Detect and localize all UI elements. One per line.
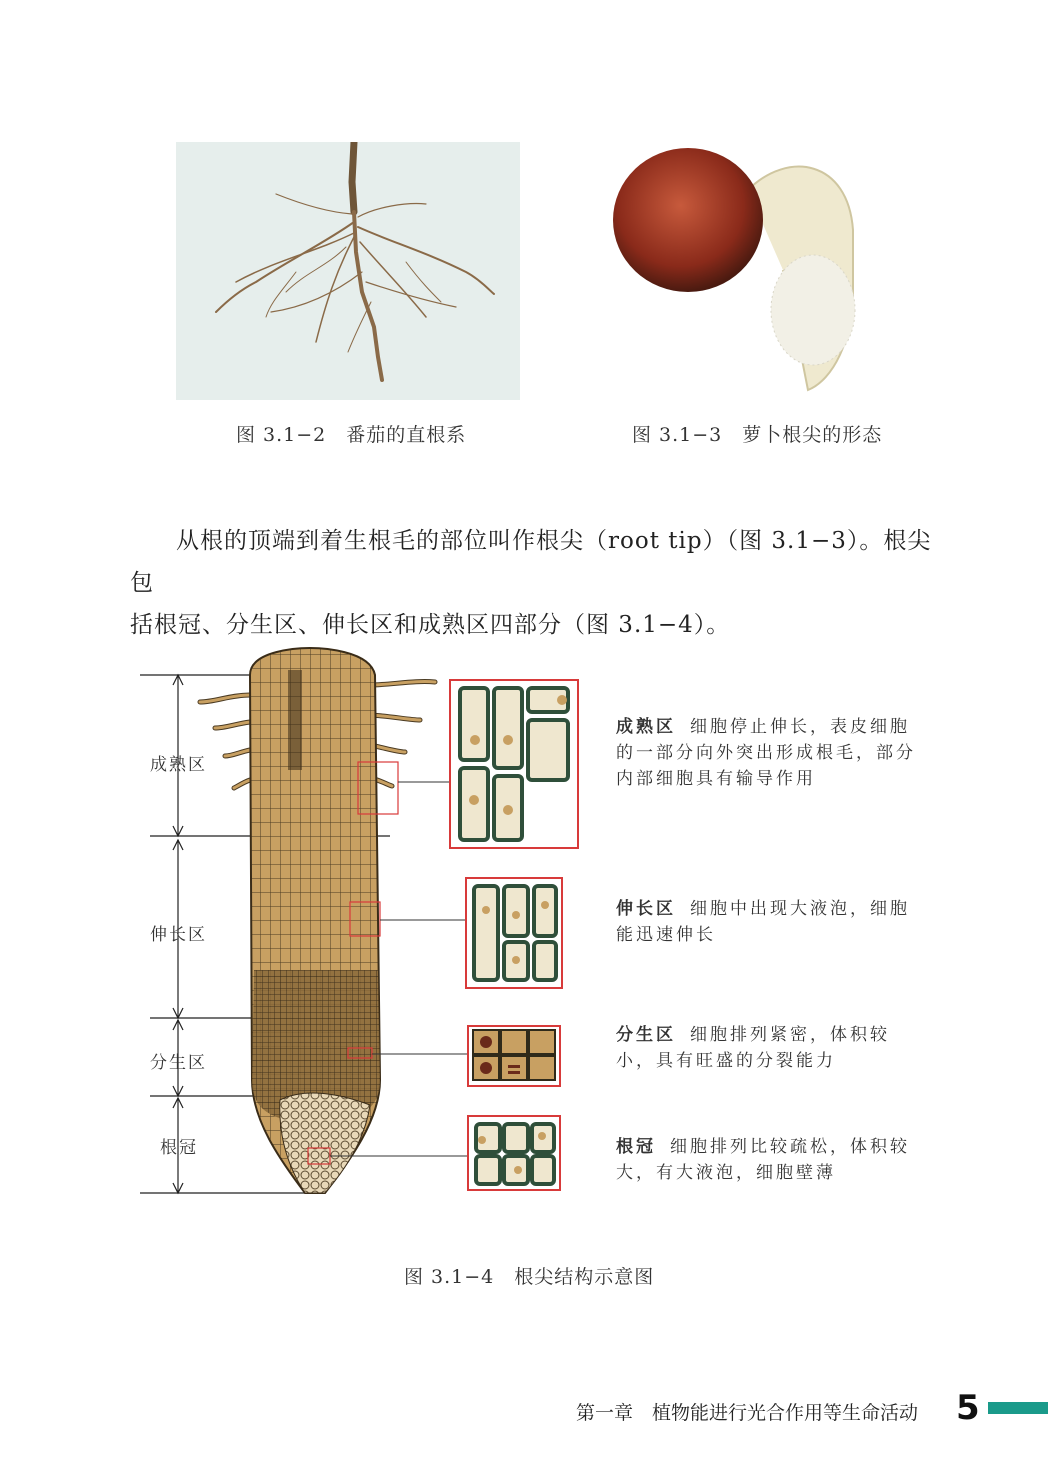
zone-label-maturation: 成熟区 bbox=[150, 755, 207, 775]
desc-root-cap-term: 根冠 bbox=[616, 1137, 656, 1157]
page-number: 5 bbox=[956, 1388, 980, 1428]
desc-elongation-text: 细胞中出现大液泡，细胞能迅速伸长 bbox=[616, 899, 910, 945]
desc-root-cap bbox=[616, 1134, 926, 1186]
fig3-caption: 图 3.1−3 萝卜根尖的形态 bbox=[632, 424, 883, 446]
desc-elongation bbox=[616, 896, 926, 948]
zone-label-root-cap: 根冠 bbox=[160, 1138, 198, 1158]
zoom-panel-meristem bbox=[468, 1026, 560, 1086]
desc-meristem bbox=[616, 1022, 926, 1074]
zoom-panel-elongation bbox=[466, 878, 562, 988]
fig4-caption: 图 3.1−4 根尖结构示意图 bbox=[404, 1266, 655, 1288]
zoom-panel-root-cap bbox=[468, 1116, 560, 1190]
chapter-title: 第一章 植物能进行光合作用等生命活动 bbox=[576, 1402, 919, 1424]
paragraph-line-2: 括根冠、分生区、伸长区和成熟区四部分（图 3.1−4）。 bbox=[130, 612, 731, 638]
desc-maturation bbox=[616, 714, 926, 792]
desc-maturation-text: 细胞停止伸长，表皮细胞的一部分向外突出形成根毛，部分内部细胞具有输导作用 bbox=[616, 717, 916, 789]
desc-root-cap-text: 细胞排列比较疏松，体积较大，有大液泡，细胞壁薄 bbox=[616, 1137, 910, 1183]
body-paragraph bbox=[130, 520, 940, 646]
radish-seedling-drawing bbox=[608, 140, 878, 400]
zone-label-meristem: 分生区 bbox=[150, 1053, 207, 1073]
zoom-panel-maturation bbox=[450, 680, 578, 848]
tomato-root-drawing bbox=[176, 142, 520, 400]
desc-meristem-text: 细胞排列紧密，体积较小，具有旺盛的分裂能力 bbox=[616, 1025, 890, 1071]
desc-meristem-term: 分生区 bbox=[616, 1025, 676, 1045]
tomato-root-photo bbox=[176, 142, 520, 400]
paragraph-line-1: 从根的顶端到着生根毛的部位叫作根尖（root tip）（图 3.1−3）。根尖包 bbox=[130, 528, 932, 596]
footer-accent-bar bbox=[988, 1402, 1048, 1414]
root-tip-diagram bbox=[130, 640, 930, 1210]
radish-root-tip-photo bbox=[608, 140, 878, 400]
fig2-caption: 图 3.1−2 番茄的直根系 bbox=[236, 424, 467, 446]
zone-label-elongation: 伸长区 bbox=[150, 925, 207, 945]
desc-maturation-term: 成熟区 bbox=[616, 717, 676, 737]
desc-elongation-term: 伸长区 bbox=[616, 899, 676, 919]
